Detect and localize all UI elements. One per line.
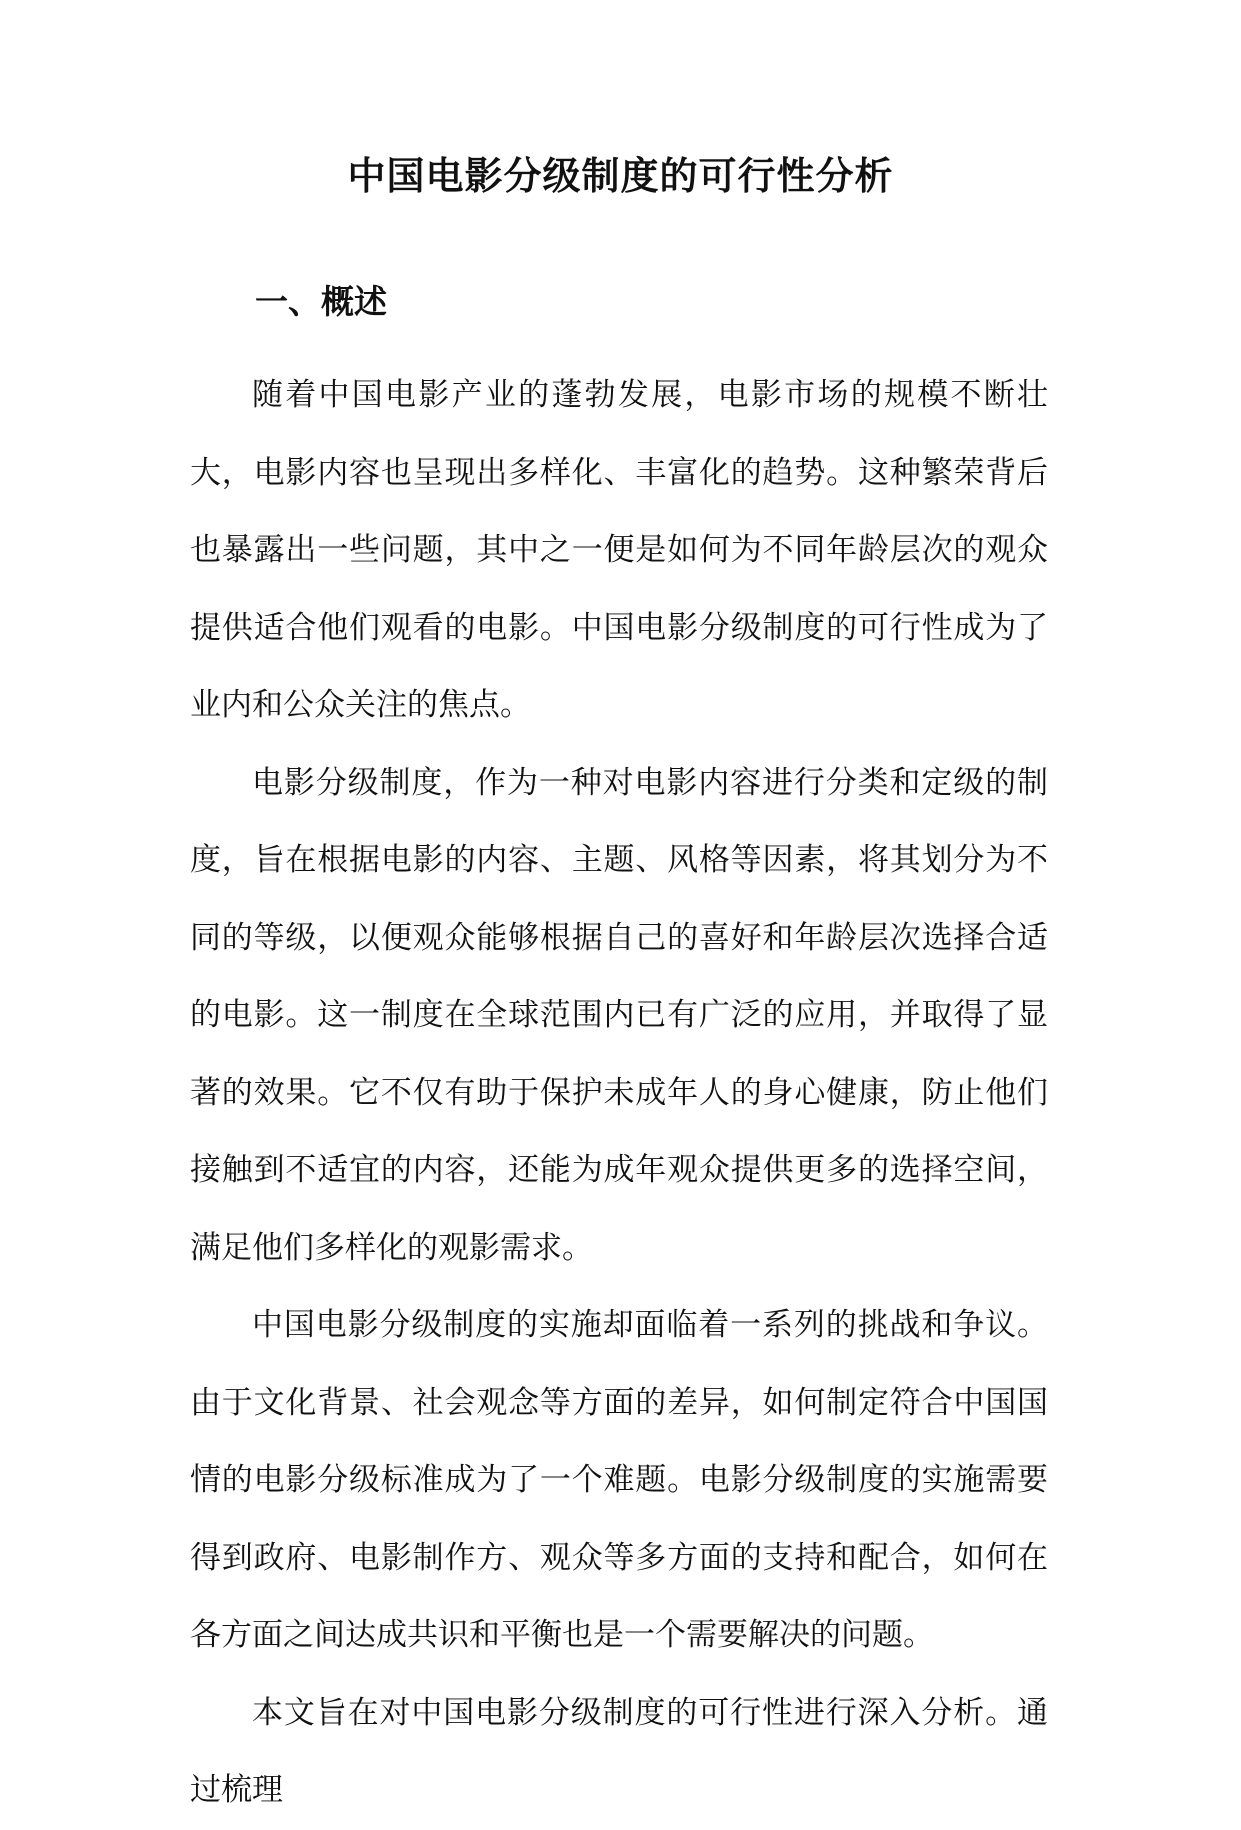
paragraph: 电影分级制度，作为一种对电影内容进行分类和定级的制度，旨在根据电影的内容、主题、风格等因素，将其划分为不同的等级，以便观众能够根据自己的喜好和年龄层次选择合适的电影。这一制度在全球范围内已有广泛的应用，并取得了显著的效果。它不仅有助于保护未成年人的身心健康，防止他们接触到不适宜的内容，还能为成年观众提供更多的选择空间，满足他们多样化的观影需求。 [190, 764, 1048, 1266]
body-text [190, 357, 1048, 1830]
paragraph: 中国电影分级制度的实施却面临着一系列的挑战和争议。由于文化背景、社会观念等方面的差异，如何制定符合中国国情的电影分级标准成为了一个难题。电影分级制度的实施需要得到政府、电影制作方、观众等多方面的支持和配合，如何在各方面之间达成共识和平衡也是一个需要解决的问题。 [190, 1307, 1048, 1653]
paragraph: 随着中国电影产业的蓬勃发展，电影市场的规模不断壮大，电影内容也呈现出多样化、丰富化的趋势。这种繁荣背后也暴露出一些问题，其中之一便是如何为不同年龄层次的观众提供适合他们观看的电影。中国电影分级制度的可行性成为了业内和公众关注的焦点。 [190, 377, 1048, 723]
section-heading: 一、概述 [255, 282, 387, 321]
document-title: 中国电影分级制度的可行性分析 [347, 154, 894, 198]
paragraph: 本文旨在对中国电影分级制度的可行性进行深入分析。通过梳理 [190, 1694, 1048, 1808]
